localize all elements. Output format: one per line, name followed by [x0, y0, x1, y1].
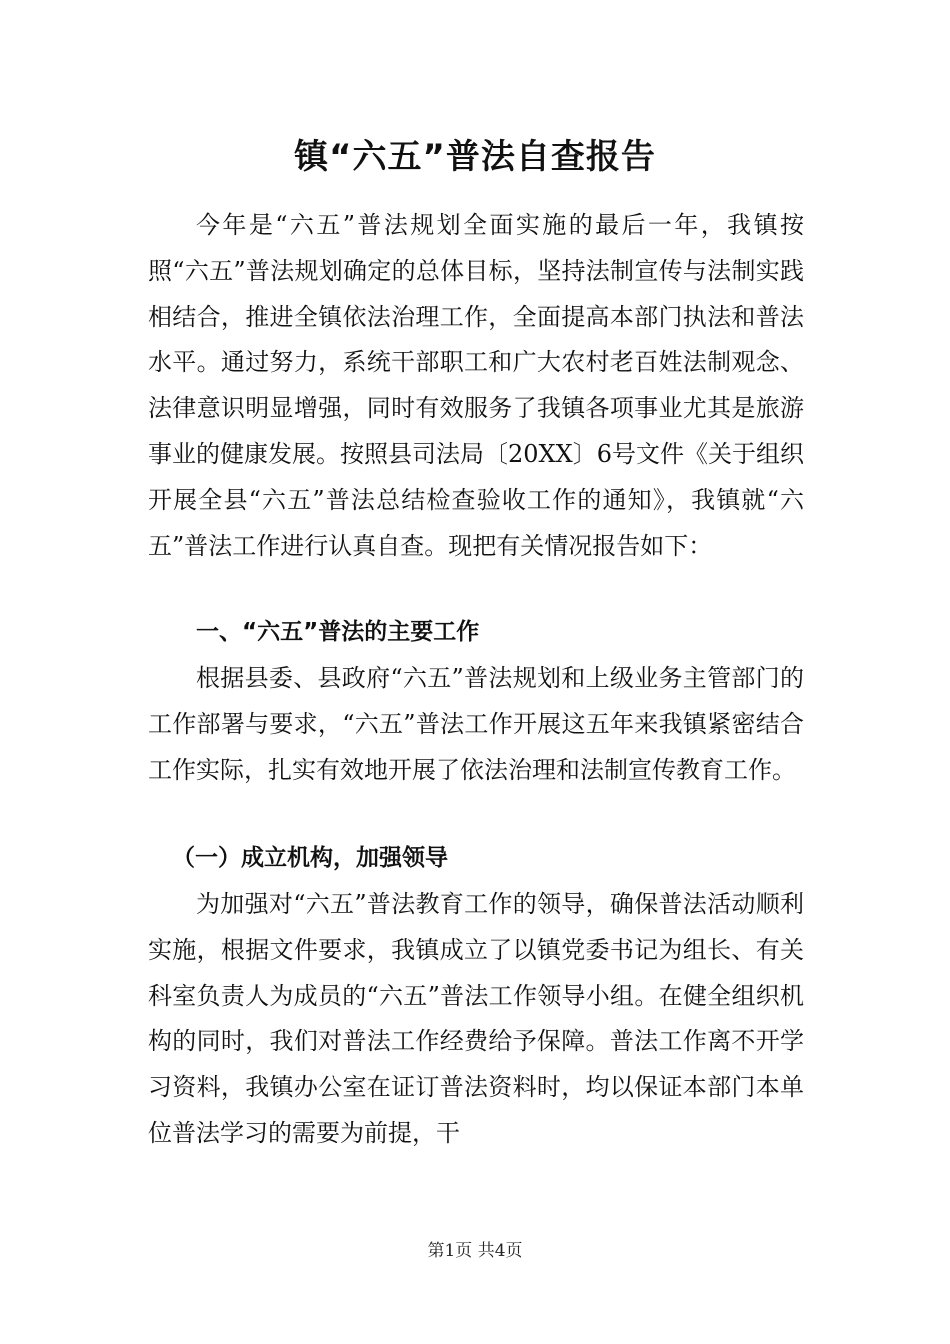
paragraph-main-work: 根据县委、县政府“六五”普法规划和上级业务主管部门的工作部署与要求，“六五”普法工作开展这五年来我镇紧密结合工作实际，扎实有效地开展了依法治理和法制宣传教育工作。 — [148, 664, 804, 784]
document-title: 镇“六五”普法自查报告 — [294, 137, 656, 177]
paragraph-organization: 为加强对“六五”普法教育工作的领导，确保普法活动顺利实施，根据文件要求，我镇成立了以镇党委书记为组长、有关科室负责人为成员的“六五”普法工作领导小组。在健全组织机构的同时，我们对普法工作经费给予保障。普法工作离不开学习资料，我镇办公室在证订普法资料时，均以保证本部门本单位普法学习的需要为前提，干 — [148, 890, 804, 1147]
section-heading-main-work: 一、“六五”普法的主要工作 — [196, 619, 480, 645]
paragraph-intro: 今年是“六五”普法规划全面实施的最后一年，我镇按照“六五”普法规划确定的总体目标，坚持法制宣传与法制实践相结合，推进全镇依法治理工作，全面提高本部门执法和普法水平。通过努力，系统干部职工和广大农村老百姓法制观念、法律意识明显增强，同时有效服务了我镇各项事业尤其是旅游事业的健康发展。按照县司法局〔20XX〕6号文件《关于组织开展全县“六五”普法总结检查验收工作的通知》，我镇就“六五”普法工作进行认真自查。现把有关情况报告如下： — [148, 211, 804, 560]
page-number-footer: 第1页 共4页 — [427, 1241, 523, 1261]
subsection-heading-organization: （一）成立机构，加强领导 — [172, 845, 448, 871]
